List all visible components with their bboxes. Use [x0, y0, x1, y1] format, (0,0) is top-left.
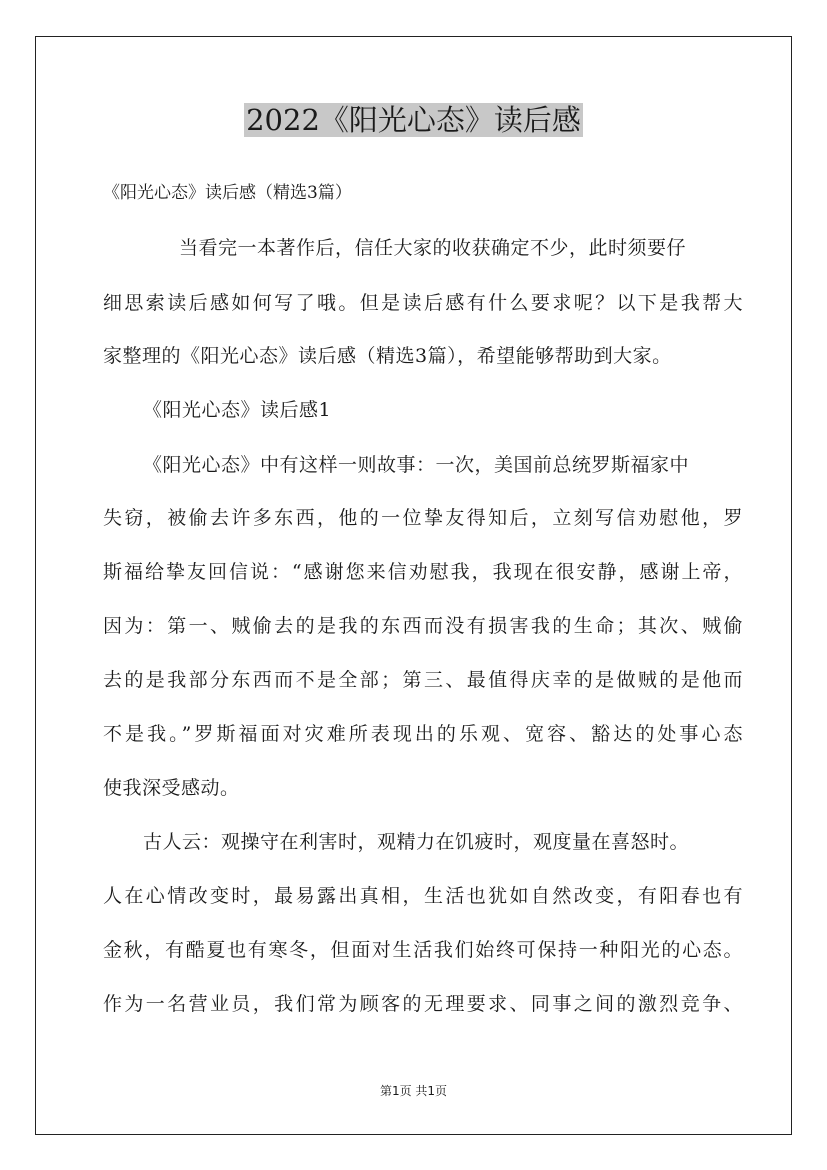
paragraph-line: 不是我。”罗斯福面对灾难所表现出的乐观、宽容、豁达的处事心态: [103, 723, 743, 745]
paragraph-line: 金秋，有酷夏也有寒冬，但面对生活我们始终可保持一种阳光的心态。: [103, 939, 743, 961]
paragraph-line: 去的是我部分东西而不是全部；第三、最值得庆幸的是做贼的是他而: [103, 669, 743, 691]
paragraph-line: 古人云：观操守在利害时，观精力在饥疲时，观度量在喜怒时。: [143, 831, 690, 853]
paragraph-line: 人在心情改变时，最易露出真相，生活也犹如自然改变，有阳春也有: [103, 885, 743, 907]
document-title: [0, 100, 827, 140]
document-subtitle: 《阳光心态》读后感（精选3篇）: [103, 183, 352, 203]
paragraph-line: 斯福给挚友回信说：“感谢您来信劝慰我，我现在很安静，感谢上帝，: [103, 561, 743, 583]
paragraph-line: 作为一名营业员，我们常为顾客的无理要求、同事之间的激烈竞争、: [103, 993, 743, 1015]
paragraph-line: 因为：第一、贼偷去的是我的东西而没有损害我的生命；其次、贼偷: [103, 615, 743, 637]
page-footer: 第1页 共1页: [379, 1084, 448, 1098]
intro-line: 家整理的《阳光心态》读后感（精选3篇），希望能够帮助到大家。: [103, 345, 672, 367]
document-title-text: 2022《阳光心态》读后感: [246, 103, 581, 137]
paragraph-line: 《阳光心态》中有这样一则故事：一次，美国前总统罗斯福家中: [143, 454, 690, 476]
intro-line: 当看完一本著作后，信任大家的收获确定不少，此时须要仔: [179, 237, 687, 259]
intro-line: 细思索读后感如何写了哦。但是读后感有什么要求呢？以下是我帮大: [103, 292, 743, 314]
paragraph-line: 使我深受感动。: [103, 777, 240, 799]
section-heading: 《阳光心态》读后感1: [143, 399, 332, 421]
paragraph-line: 失窃，被偷去许多东西，他的一位挚友得知后，立刻写信劝慰他，罗: [103, 507, 743, 529]
